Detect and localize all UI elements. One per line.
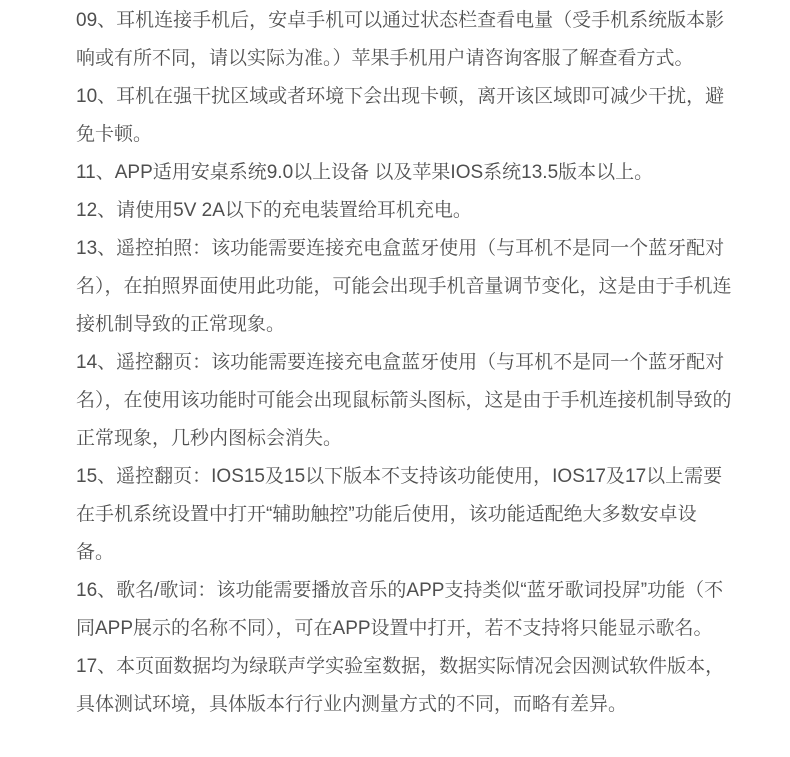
note-item-12: 12、请使用5V 2A以下的充电装置给耳机充电。 bbox=[76, 200, 472, 221]
note-item-14: 14、遥控翻页：该功能需要连接充电盒蓝牙使用（与耳机不是同一个蓝牙配对名），在使用该功能时可能会出现鼠标箭头图标，这是由于手机连接机制导致的正常现象，几秒内图标会消失。 bbox=[76, 352, 732, 449]
note-item-11: 11、APP适用安桌系统9.0以上设备 以及苹果IOS系统13.5版本以上。 bbox=[76, 162, 654, 183]
note-item-16: 16、歌名/歌词：该功能需要播放音乐的APP支持类似“蓝牙歌词投屏”功能（不同APP展示的名称不同），可在APP设置中打开，若不支持将只能显示歌名。 bbox=[76, 580, 724, 639]
note-item-17: 17、本页面数据均为绿联声学实验室数据，数据实际情况会因测试软件版本，具体测试环境，具体版本行行业内测量方式的不同，而略有差异。 bbox=[76, 656, 725, 715]
note-item-13: 13、遥控拍照：该功能需要连接充电盒蓝牙使用（与耳机不是同一个蓝牙配对名），在拍照界面使用此功能，可能会出现手机音量调节变化，这是由于手机连接机制导致的正常现象。 bbox=[76, 238, 732, 335]
note-item-15: 15、遥控翻页：IOS15及15以下版本不支持该功能使用，IOS17及17以上需要在手机系统设置中打开“辅助触控”功能后使用，该功能适配绝大多数安卓设备。 bbox=[76, 466, 723, 563]
product-notes-list bbox=[76, 2, 734, 724]
note-item-10: 10、耳机在强干扰区域或者环境下会出现卡顿，离开该区域即可减少干扰，避免卡顿。 bbox=[76, 86, 725, 145]
note-item-09: 09、耳机连接手机后，安卓手机可以通过状态栏查看电量（受手机系统版本影响或有所不同，请以实际为准。）苹果手机用户请咨询客服了解查看方式。 bbox=[76, 10, 725, 69]
